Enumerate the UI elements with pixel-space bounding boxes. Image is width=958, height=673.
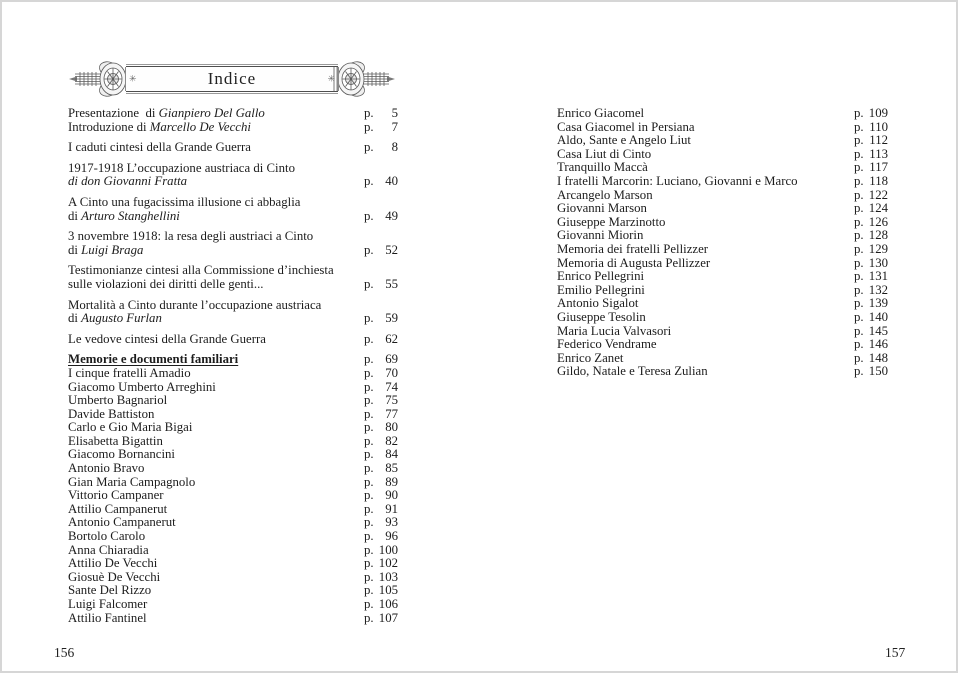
entry-title: Giacomo Umberto Arreghini bbox=[68, 379, 216, 394]
toc-entry bbox=[68, 571, 398, 585]
toc-entry bbox=[557, 284, 888, 298]
toc-entry bbox=[557, 243, 888, 257]
entry-page-ref: p. 131 bbox=[854, 269, 888, 284]
toc-left-column bbox=[68, 107, 398, 625]
entry-page-ref: p. 90 bbox=[364, 488, 398, 503]
entry-title: Tranquillo Maccà bbox=[557, 160, 648, 175]
toc-right-column bbox=[557, 107, 888, 379]
entry-title: di don Giovanni Fratta bbox=[68, 174, 188, 189]
toc-entry bbox=[68, 264, 398, 291]
entry-page-ref: p. 130 bbox=[854, 255, 888, 270]
toc-entry bbox=[68, 448, 398, 462]
entry-title: Casa Liut di Cinto bbox=[557, 146, 652, 161]
entry-title: Anna Chiaradia bbox=[68, 542, 149, 557]
entry-page-ref: p. 93 bbox=[364, 515, 398, 530]
entry-title: Bortolo Carolo bbox=[68, 529, 146, 544]
entry-title: di Luigi Braga bbox=[68, 242, 144, 257]
entry-title: Enrico Pellegrini bbox=[557, 269, 645, 284]
entry-title: I cinque fratelli Amadio bbox=[68, 365, 191, 380]
entry-title: di Arturo Stanghellini bbox=[68, 208, 180, 223]
entry-title: Sante Del Rizzo bbox=[68, 583, 152, 598]
entry-page-ref: p. 49 bbox=[364, 208, 398, 223]
entry-page-ref: p. 5 bbox=[364, 106, 398, 120]
entry-title: Federico Vendrame bbox=[557, 337, 657, 352]
entry-page-ref: p. 146 bbox=[854, 337, 888, 352]
toc-entry bbox=[557, 216, 888, 230]
entry-title: di Augusto Furlan bbox=[68, 311, 162, 326]
entry-page-ref: p. 91 bbox=[364, 501, 398, 516]
entry-title: Enrico Giacomel bbox=[557, 106, 645, 120]
entry-title: Attilio Campanerut bbox=[68, 501, 168, 516]
toc-entry bbox=[557, 325, 888, 339]
entry-page-ref: p. 113 bbox=[854, 146, 888, 161]
entry-page-ref: p. 55 bbox=[364, 276, 398, 291]
entry-title: Gildo, Natale e Teresa Zulian bbox=[557, 364, 708, 379]
entry-title: Giosuè De Vecchi bbox=[68, 569, 161, 584]
toc-entry bbox=[557, 338, 888, 352]
entry-page-ref: p. 132 bbox=[854, 282, 888, 297]
entry-title: I fratelli Marcorin: Luciano, Giovanni e Marco bbox=[557, 173, 798, 188]
entry-title: Emilio Pellegrini bbox=[557, 282, 645, 297]
ornament-right-icon bbox=[332, 59, 396, 99]
entry-page-ref: p. 82 bbox=[364, 433, 398, 448]
toc-entry bbox=[68, 612, 398, 626]
entry-title: A Cinto una fugacissima illusione ci abbaglia bbox=[68, 194, 301, 209]
toc-entry bbox=[68, 381, 398, 395]
toc-entry bbox=[68, 367, 398, 381]
entry-title: Elisabetta Bigattin bbox=[68, 433, 163, 448]
toc-entry bbox=[68, 435, 398, 449]
entry-title: Memoria di Augusta Pellizzer bbox=[557, 255, 711, 270]
toc-entry bbox=[557, 229, 888, 243]
toc-entry bbox=[68, 503, 398, 517]
entry-title: Testimonianze cintesi alla Commissione d’inchiesta bbox=[68, 263, 334, 278]
entry-title: I caduti cintesi della Grande Guerra bbox=[68, 140, 251, 155]
entry-title: Mortalità a Cinto durante l’occupazione austriaca bbox=[68, 297, 322, 312]
entry-page-ref: p. 110 bbox=[854, 119, 888, 134]
entry-title: Gian Maria Campagnolo bbox=[68, 474, 196, 489]
entry-page-ref: p. 107 bbox=[364, 610, 398, 625]
entry-page-ref: p. 59 bbox=[364, 311, 398, 326]
page-title: Indice bbox=[207, 69, 257, 88]
entry-title: Presentazione di Gianpiero Del Gallo bbox=[68, 106, 265, 120]
folio-right: 157 bbox=[885, 645, 906, 660]
toc-entry bbox=[557, 107, 888, 121]
toc-entry bbox=[68, 598, 398, 612]
entry-page-ref: p. 70 bbox=[364, 365, 398, 380]
entry-page-ref: p. 122 bbox=[854, 187, 888, 202]
toc-entry bbox=[68, 141, 398, 155]
entry-title: Attilio De Vecchi bbox=[68, 556, 158, 571]
toc-entry bbox=[557, 121, 888, 135]
toc-entry bbox=[557, 161, 888, 175]
toc-entry bbox=[557, 352, 888, 366]
toc-entry bbox=[557, 189, 888, 203]
entry-page-ref: p. 105 bbox=[364, 583, 398, 598]
entry-page-ref: p. 128 bbox=[854, 228, 888, 243]
entry-page-ref: p. 129 bbox=[854, 241, 888, 256]
entry-title: Attilio Fantinel bbox=[68, 610, 147, 625]
entry-page-ref: p. 124 bbox=[854, 201, 888, 216]
toc-entry bbox=[68, 544, 398, 558]
toc-entry bbox=[68, 462, 398, 476]
entry-title: Casa Giacomel in Persiana bbox=[557, 119, 695, 134]
toc-entry bbox=[68, 107, 398, 121]
toc-entry bbox=[68, 557, 398, 571]
entry-title: sulle violazioni dei diritti delle genti... bbox=[68, 276, 264, 291]
toc-entry bbox=[68, 408, 398, 422]
toc-entry bbox=[68, 121, 398, 135]
entry-page-ref: p. 40 bbox=[364, 174, 398, 189]
entry-title: Introduzione di Marcello De Vecchi bbox=[68, 119, 251, 134]
entry-page-ref: p. 89 bbox=[364, 474, 398, 489]
entry-page-ref: p. 106 bbox=[364, 597, 398, 611]
entry-title: Carlo e Gio Maria Bigai bbox=[68, 420, 193, 435]
entry-page-ref: p. 52 bbox=[364, 242, 398, 257]
entry-title: Antonio Campanerut bbox=[68, 515, 176, 530]
entry-title: Giuseppe Tesolin bbox=[557, 309, 646, 324]
entry-title: Maria Lucia Valvasori bbox=[557, 323, 672, 338]
entry-page-ref: p. 62 bbox=[364, 331, 398, 346]
entry-page-ref: p. 148 bbox=[854, 350, 888, 365]
toc-entry bbox=[557, 365, 888, 379]
entry-page-ref: p. 145 bbox=[854, 323, 888, 338]
entry-page-ref: p. 139 bbox=[854, 296, 888, 311]
toc-entry bbox=[557, 257, 888, 271]
toc-entry bbox=[68, 333, 398, 347]
toc-entry bbox=[68, 353, 398, 367]
entry-title: Arcangelo Marson bbox=[557, 187, 653, 202]
entry-title: Le vedove cintesi della Grande Guerra bbox=[68, 331, 266, 346]
entry-page-ref: p. 103 bbox=[364, 569, 398, 584]
entry-title: Giacomo Bornancini bbox=[68, 447, 175, 462]
entry-title: Memorie e documenti familiari bbox=[68, 352, 239, 367]
entry-page-ref: p. 150 bbox=[854, 364, 888, 379]
toc-entry bbox=[557, 270, 888, 284]
entry-page-ref: p. 126 bbox=[854, 214, 888, 229]
toc-entry bbox=[68, 394, 398, 408]
entry-title: Giuseppe Marzinotto bbox=[557, 214, 666, 229]
entry-title: Aldo, Sante e Angelo Liut bbox=[557, 133, 691, 148]
entry-title: Enrico Zanet bbox=[557, 350, 624, 365]
entry-title: Giovanni Miorin bbox=[557, 228, 644, 243]
entry-page-ref: p. 117 bbox=[854, 160, 888, 175]
toc-entry bbox=[68, 421, 398, 435]
toc-entry bbox=[557, 175, 888, 189]
toc-entry bbox=[68, 489, 398, 503]
toc-entry bbox=[557, 148, 888, 162]
toc-entry bbox=[68, 162, 398, 189]
entry-title: Memoria dei fratelli Pellizzer bbox=[557, 241, 709, 256]
entry-page-ref: p. 80 bbox=[364, 420, 398, 435]
entry-page-ref: p. 112 bbox=[854, 133, 888, 148]
entry-title: Umberto Bagnariol bbox=[68, 393, 168, 408]
toc-entry bbox=[68, 476, 398, 490]
entry-title: 1917-1918 L’occupazione austriaca di Cinto bbox=[68, 160, 295, 175]
sparkle-icon: ✳ bbox=[327, 73, 335, 84]
entry-page-ref: p. 96 bbox=[364, 529, 398, 544]
entry-title: Antonio Bravo bbox=[68, 461, 145, 476]
entry-title: Vittorio Campaner bbox=[68, 488, 164, 503]
toc-entry bbox=[68, 299, 398, 326]
toc-entry bbox=[68, 196, 398, 223]
entry-page-ref: p. 84 bbox=[364, 447, 398, 462]
entry-title: Davide Battiston bbox=[68, 406, 155, 421]
index-header-banner bbox=[68, 59, 396, 99]
entry-title: Antonio Sigalot bbox=[557, 296, 639, 311]
entry-page-ref: p. 85 bbox=[364, 461, 398, 476]
sparkle-icon: ✳ bbox=[129, 73, 137, 84]
entry-page-ref: p. 75 bbox=[364, 393, 398, 408]
toc-entry bbox=[557, 297, 888, 311]
toc-entry bbox=[68, 584, 398, 598]
entry-title: Giovanni Marson bbox=[557, 201, 647, 216]
entry-page-ref: p. 102 bbox=[364, 556, 398, 571]
entry-page-ref: p. 69 bbox=[364, 352, 398, 367]
entry-title: Luigi Falcomer bbox=[68, 597, 148, 611]
entry-page-ref: p. 140 bbox=[854, 309, 888, 324]
entry-page-ref: p. 77 bbox=[364, 406, 398, 421]
entry-page-ref: p. 74 bbox=[364, 379, 398, 394]
toc-entry bbox=[68, 230, 398, 257]
entry-page-ref: p. 100 bbox=[364, 542, 398, 557]
entry-page-ref: p. 109 bbox=[854, 106, 888, 120]
entry-page-ref: p. 118 bbox=[854, 173, 888, 188]
toc-entry bbox=[557, 311, 888, 325]
entry-title: 3 novembre 1918: la resa degli austriaci a Cinto bbox=[68, 229, 314, 244]
ornament-left-icon bbox=[68, 59, 132, 99]
entry-page-ref: p. 7 bbox=[364, 119, 398, 134]
folio-left: 156 bbox=[54, 645, 75, 660]
toc-entry bbox=[68, 530, 398, 544]
toc-entry bbox=[557, 202, 888, 216]
entry-page-ref: p. 8 bbox=[364, 140, 398, 155]
header-band bbox=[126, 64, 338, 94]
toc-entry bbox=[557, 134, 888, 148]
toc-entry bbox=[68, 516, 398, 530]
